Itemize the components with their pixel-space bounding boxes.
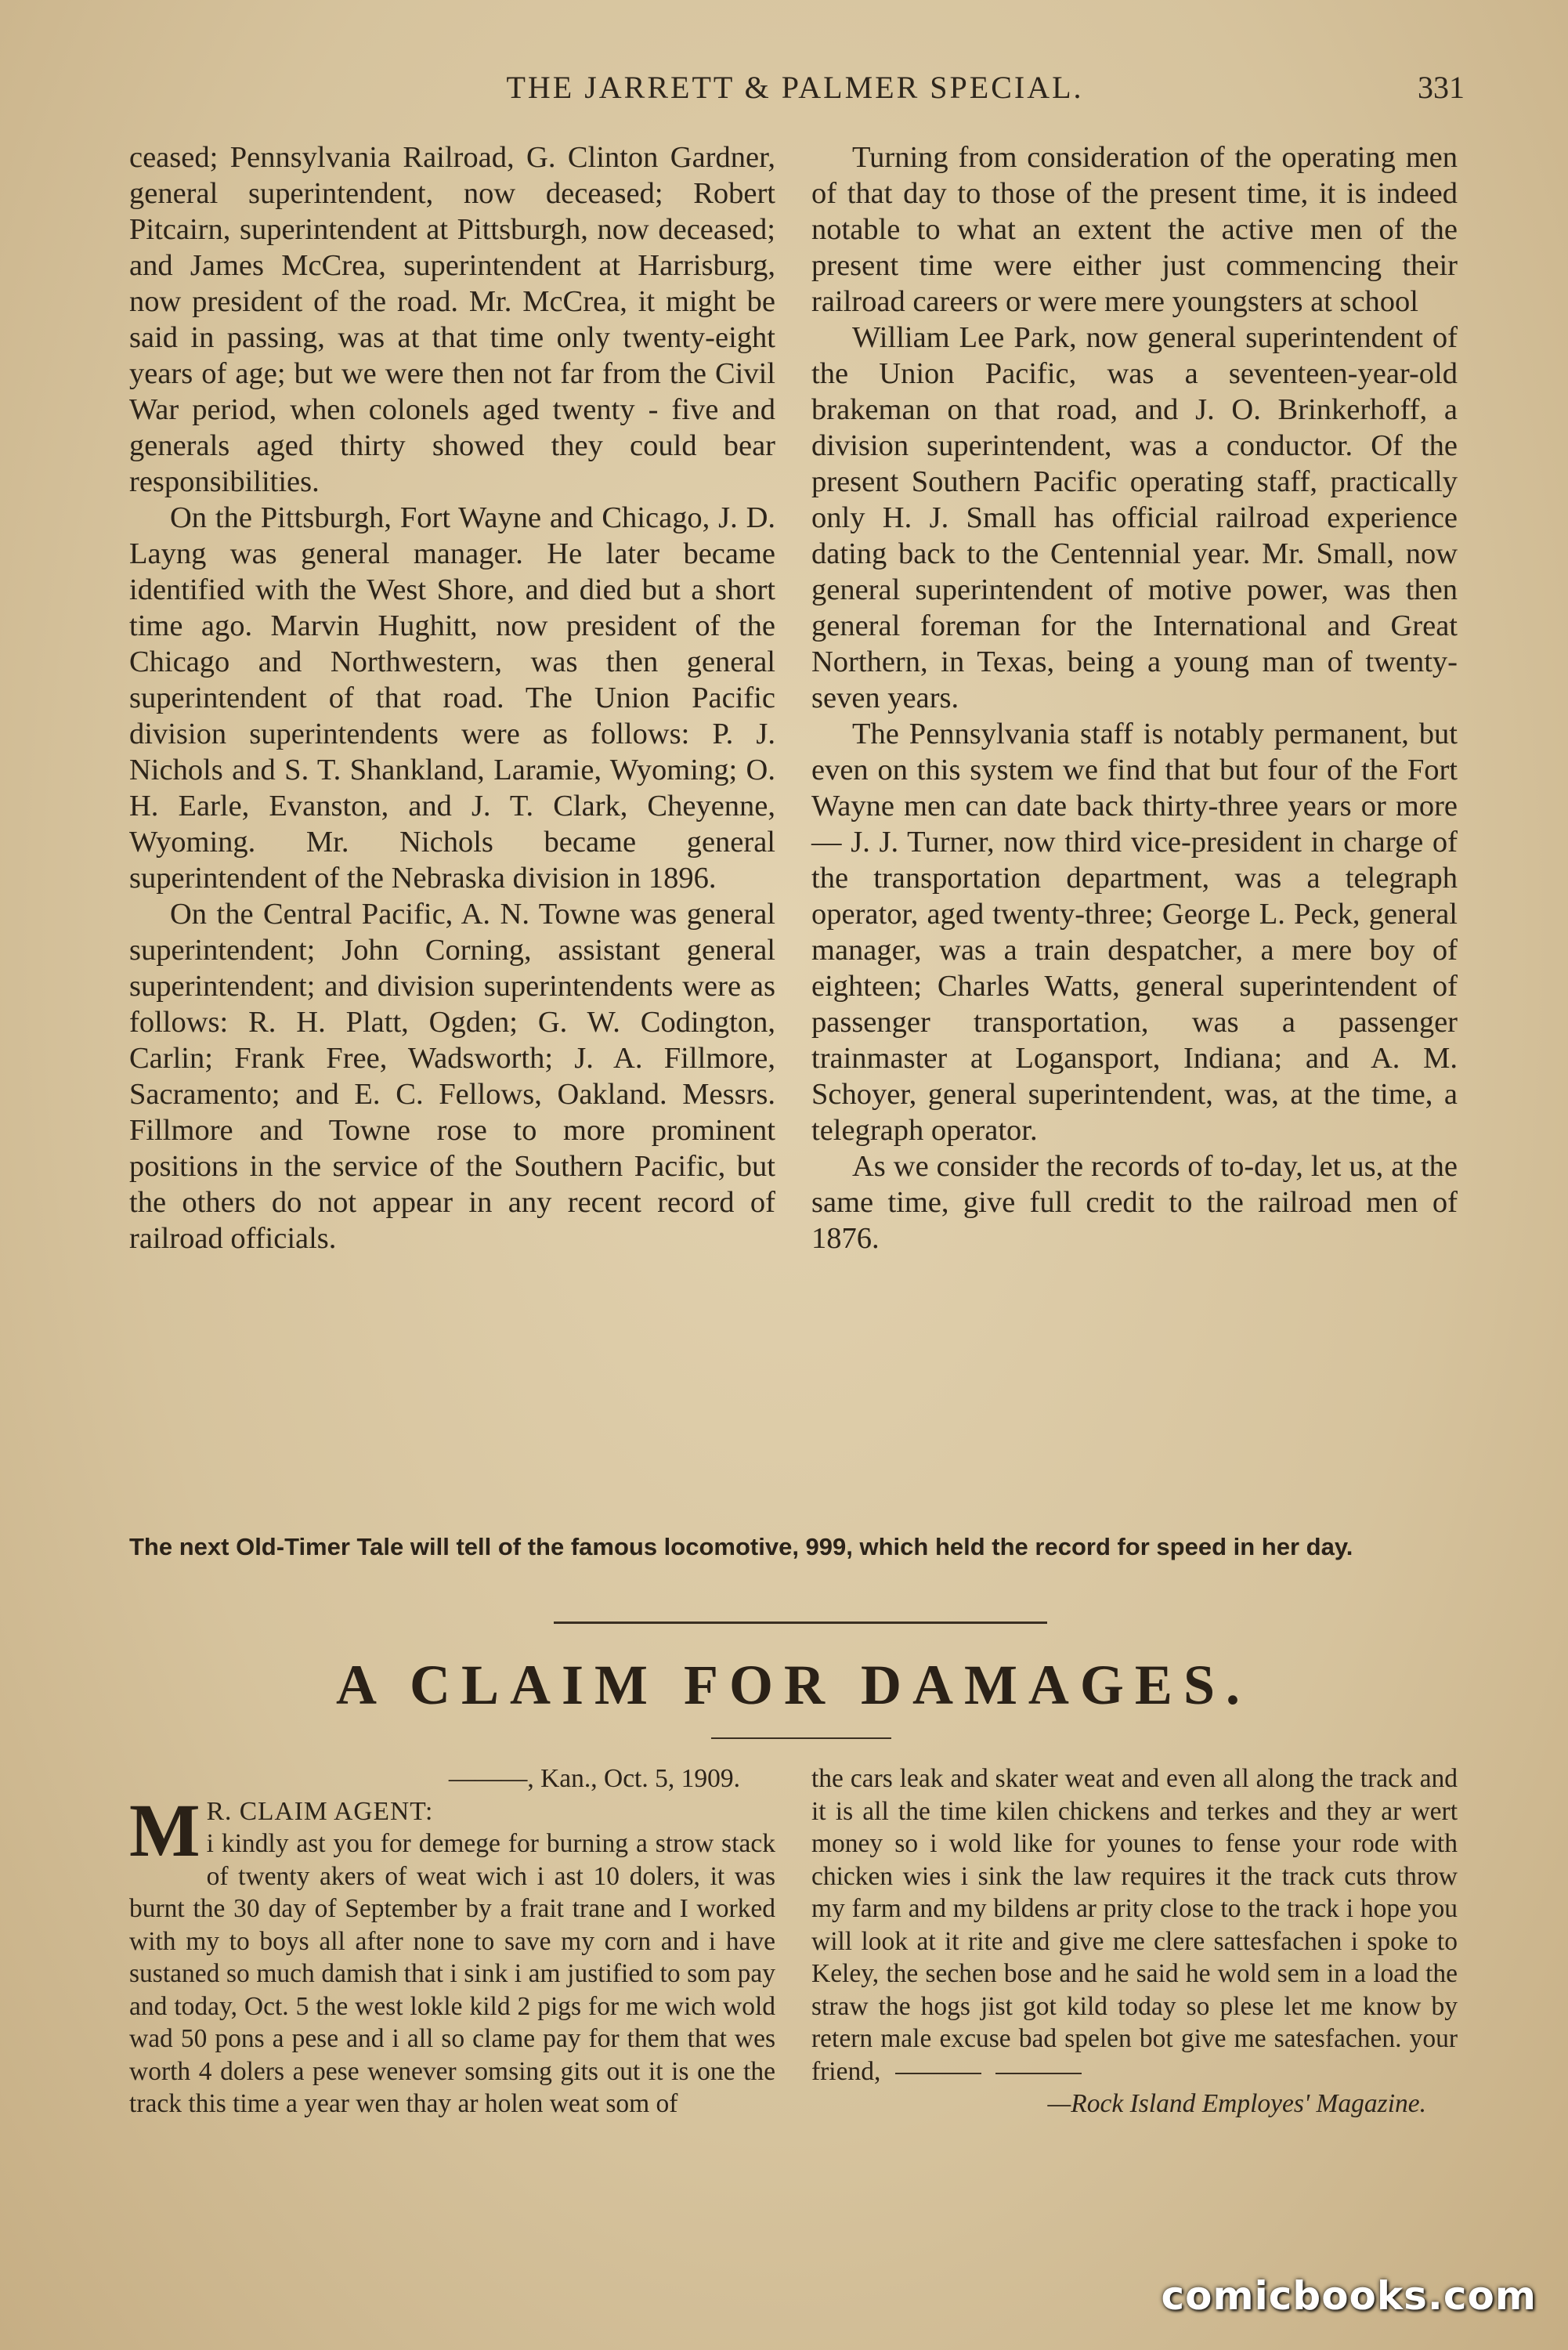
letter-source: —Rock Island Employes' Magazine.	[1047, 2089, 1426, 2118]
signature-blank	[995, 2073, 1082, 2074]
letter-body-right-text: the cars leak and skater weat and even all along the track and it is all the time kilen chickens and terkes and they ar wert money so i wold like for younes to fense your rode with chicken wies i sink the law requires it the track cuts throw my farm and my bildens ar prity close to the track i hope you will look at it rite and give me clere sattesfachen i spoke to Keley, the sechen bose and he said he wold sem in a load the straw the hogs jist got kild today so plese let me know by retern male excuse bad spelen bot give me satesfachen. your friend,	[811, 1764, 1458, 2086]
letter-salutation: R. CLAIM AGENT:	[206, 1796, 434, 1826]
headline-underline	[711, 1737, 891, 1739]
article-paragraph: On the Pittsburgh, Fort Wayne and Chicago, J. D. Layng was general manager. He later became identified with the West Shore, and died but a short time ago. Marvin Hughitt, now president of the Chicago and Northwestern, was then general superintendent of that road. The Union Pacific division superintendents were as follows: P. J. Nichols and S. T. Shankland, Laramie, Wyoming; O. H. Earle, Evanston, and J. T. Clark, Cheyenne, Wyoming. Mr. Nichols became general superintendent of the Nebraska division in 1896.	[129, 501, 775, 895]
article-left-column	[129, 139, 775, 1256]
article-paragraph: William Lee Park, now general superintendent of the Union Pacific, was a seventeen-year-old brakeman on that road, and J. O. Brinkerhoff, a division superintendent, was a conductor. Of the present Southern Pacific operating staff, practically only H. J. Small has official railroad experience dating back to the Centennial year. Mr. Small, now general superintendent of motive power, was then general foreman for the International and Great Northern, in Texas, being a young man of twenty-seven years.	[811, 321, 1458, 714]
letter-headline: A CLAIM FOR DAMAGES.	[335, 1654, 1251, 1716]
article-right-column	[811, 139, 1458, 1256]
letter-right-column	[811, 1762, 1458, 2120]
letter-dateline: ———, Kan., Oct. 5, 1909.	[448, 1764, 740, 1793]
drop-cap: M	[129, 1788, 201, 1872]
page-number: 331	[1418, 70, 1465, 105]
letter-body-left: i kindly ast you for demege for burning a strow stack of twenty akers of weat wich i ast 10 dolers, it was burnt the 30 day of September by a frait trane and I worked with my to boys all after none to save my corn and i have sustaned so much damish that i sink i am justified to som pay and today, Oct. 5 the west lokle kild 2 pigs for me wich wold wad 50 pons a pese and i all so clame pay for them that wes worth 4 dolers a pese wenever somsing gits out it is one the track this time a year wen thay ar holen weat som of	[129, 1829, 775, 2118]
article-paragraph: Turning from consideration of the operating men of that day to those of the present time, it is indeed notable to what an extent the active men of the present time were either just commencing their railroad careers or were mere youngsters at school	[811, 141, 1458, 318]
next-tale-note: The next Old-Timer Tale will tell of the famous locomotive, 999, which held the record for speed in her day.	[129, 1533, 1353, 1560]
signature-blank	[895, 2073, 981, 2074]
article-paragraph: As we consider the records of to-day, let us, at the same time, give full credit to the railroad men of 1876.	[811, 1150, 1458, 1255]
letter-body-right	[811, 1762, 1458, 2088]
letter-left-column	[129, 1762, 775, 2120]
section-divider	[554, 1622, 1047, 1624]
article-paragraph: On the Central Pacific, A. N. Towne was general superintendent; John Corning, assistant general superintendent; and division superintendents were as follows: R. H. Platt, Ogden; G. W. Codington, Carlin; Frank Free, Wadsworth; J. A. Fillmore, Sacramento; and E. C. Fellows, Oakland. Messrs. Fillmore and Towne rose to more prominent positions in the service of the Southern Pacific, but the others do not appear in any recent record of railroad officials.	[129, 898, 775, 1255]
running-head	[125, 69, 1465, 108]
article-paragraph: ceased; Pennsylvania Railroad, G. Clinton Gardner, general superintendent, now deceased; Robert Pitcairn, superintendent at Pittsburgh, now deceased; and James McCrea, superintendent at Harrisburg, now president of the road. Mr. McCrea, it might be said in passing, was at that time only twenty-eight years of age; but we were then not far from the Civil War period, when colonels aged twenty - five and generals aged thirty showed they could bear responsibilities.	[129, 141, 775, 498]
letter-opening	[129, 1788, 775, 2120]
running-title: THE JARRETT & PALMER SPECIAL.	[506, 70, 1084, 105]
site-watermark: comicbooks.com	[1161, 2273, 1537, 2319]
article-paragraph: The Pennsylvania staff is notably permanent, but even on this system we find that but four of the Fort Wayne men can date back thirty-three years or more— J. J. Turner, now third vice-president in charge of the transportation department, was a telegraph operator, aged twenty-three; George L. Peck, general manager, was a train despatcher, a mere boy of eighteen; Charles Watts, general superintendent of passenger transportation, was a passenger trainmaster at Logansport, Indiana; and A. M. Schoyer, general superintendent, was, at the time, a telegraph operator.	[811, 718, 1458, 1147]
